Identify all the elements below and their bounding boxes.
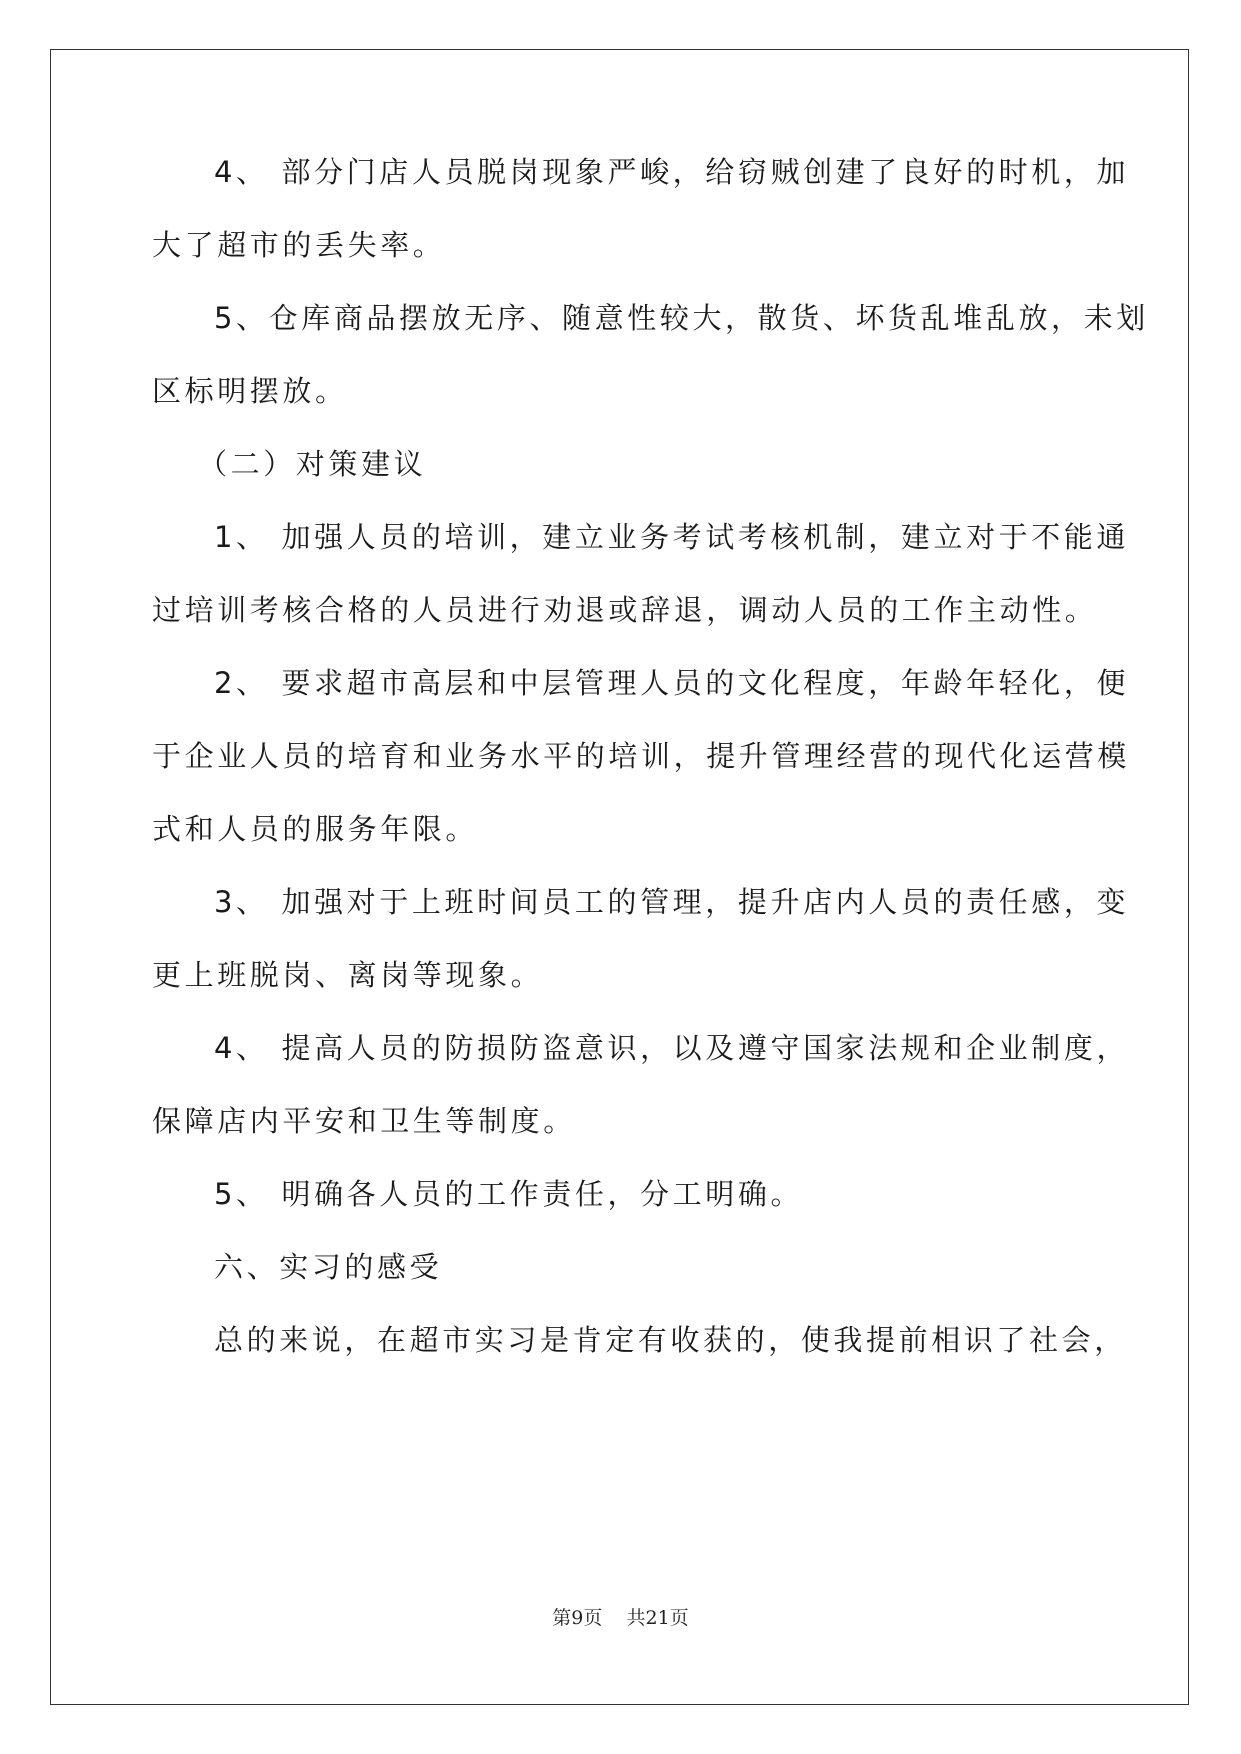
paragraph-line: 大了超市的丢失率。 <box>152 228 446 262</box>
paragraph-line: 式和人员的服务年限。 <box>152 812 479 846</box>
paragraph-line: 4、 提高人员的防损防盗意识，以及遵守国家法规和企业制度， <box>214 1031 1130 1065</box>
total-prefix: 共 <box>626 1607 646 1629</box>
paragraph-line: 保障店内平安和卫生等制度。 <box>152 1104 576 1138</box>
section-heading: （二）对策建议 <box>198 447 427 481</box>
paragraph-line: 更上班脱岗、离岗等现象。 <box>152 958 544 992</box>
paragraph-line: 过培训考核合格的人员进行劝退或辞退，调动人员的工作主动性。 <box>152 593 1098 627</box>
page-prefix: 第 <box>552 1607 572 1629</box>
section-heading: 六、实习的感受 <box>214 1250 443 1284</box>
total-suffix: 页 <box>669 1607 689 1629</box>
paragraph-line: 于企业人员的培育和业务水平的培训，提升管理经营的现代化运营模 <box>152 739 1131 773</box>
paragraph-line: 4、 部分门店人员脱岗现象严峻，给窃贼创建了良好的时机，加 <box>214 155 1130 189</box>
paragraph-line: 5、 明确各人员的工作责任，分工明确。 <box>214 1177 804 1211</box>
page-footer <box>0 1606 1241 1630</box>
paragraph-line: 1、 加强人员的培训，建立业务考试考核机制，建立对于不能通 <box>214 520 1130 554</box>
page-number: 9 <box>571 1607 584 1629</box>
page-suffix: 页 <box>583 1607 603 1629</box>
paragraph-line: 5、仓库商品摆放无序、随意性较大，散货、坏货乱堆乱放，未划 <box>214 301 1149 335</box>
paragraph-line: 2、 要求超市高层和中层管理人员的文化程度，年龄年轻化，便 <box>214 666 1130 700</box>
paragraph-line: 3、 加强对于上班时间员工的管理，提升店内人员的责任感，变 <box>214 885 1130 919</box>
paragraph-line: 总的来说，在超市实习是肯定有收获的，使我提前相识了社会， <box>214 1323 1127 1357</box>
total-pages: 21 <box>645 1607 670 1629</box>
paragraph-line: 区标明摆放。 <box>152 374 348 408</box>
